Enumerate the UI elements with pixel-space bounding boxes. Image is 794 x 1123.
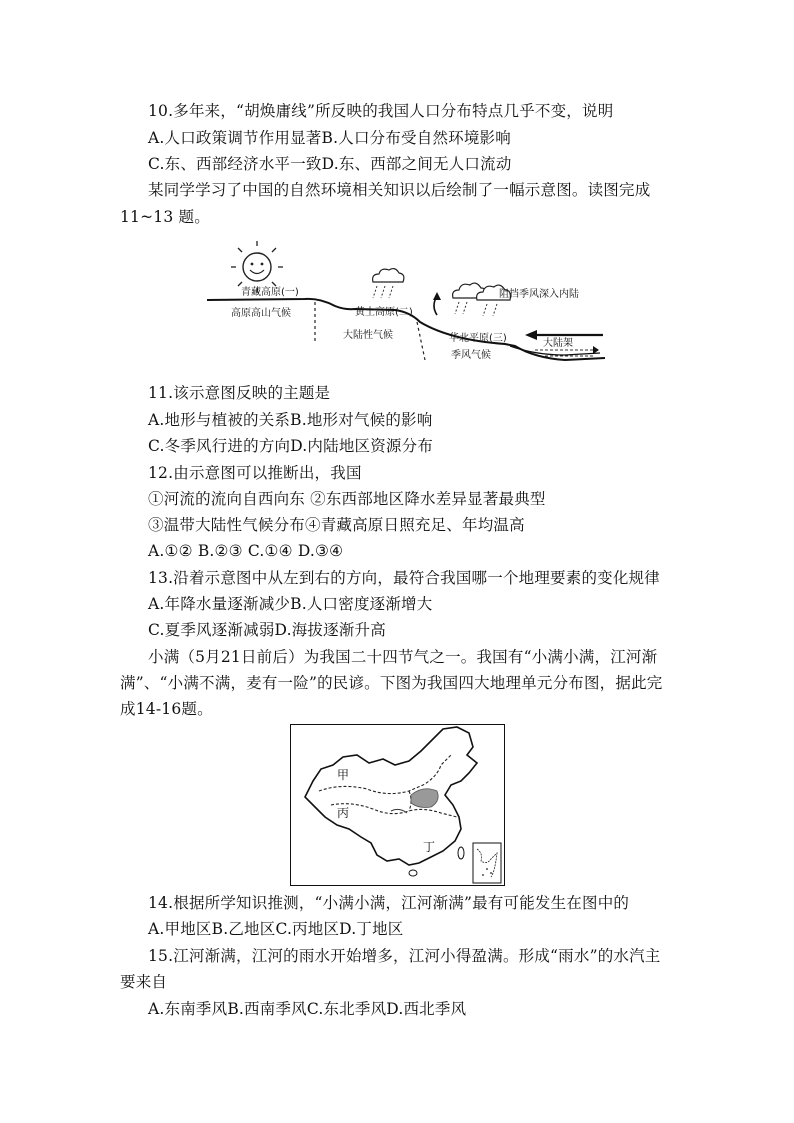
region-bing-label: 丙: [337, 806, 350, 820]
q12-options: A.①② B.②③ C.①④ D.③④: [148, 542, 344, 560]
climate3-label: 季风气候: [451, 350, 491, 361]
land-label: 大陆架: [543, 338, 573, 349]
q15-stem-line2: 要来自: [120, 973, 168, 991]
q15-stem-line1: 15.江河渐满，江河的雨水开始增多，江河小得盈满。形成“雨水”的水汽主: [148, 947, 661, 965]
intro2-line1: 小满（5月21日前后）为我国二十四节气之一。我国有“小满小满，江河渐: [148, 648, 658, 666]
q12-statements-34: ③温带大陆性气候分布④青藏高原日照充足、年均温高: [148, 516, 525, 534]
plain3-label: 华北平原(三): [449, 333, 507, 344]
q14-stem: 14.根据所学知识推测，“小满小满，江河渐满”最有可能发生在图中的: [148, 894, 630, 912]
q13-stem: 13.沿着示意图中从左到右的方向，最符合我国哪一个地理要素的变化规律: [148, 569, 660, 587]
intro1-line1: 某同学学习了中国的自然环境相关知识以后绘制了一幅示意图。读图完成: [148, 181, 651, 199]
sun-icon: [231, 241, 283, 293]
block-note-label: 阻挡季风深入内陆: [499, 289, 579, 300]
climate1-label: 高原高山气候: [231, 308, 291, 319]
terrain-climate-diagram: [205, 240, 610, 375]
q12-statements-12: ①河流的流向自西向东 ②东西部地区降水差异显著最典型: [148, 490, 546, 508]
cloud-icon: [373, 269, 404, 298]
china-regions-map: [290, 724, 505, 886]
china-outline: [305, 727, 477, 865]
plateau1-label: 青藏高原(一): [241, 287, 299, 298]
q10-options-ab: A.人口政策调节作用显著B.人口分布受自然环境影响: [148, 129, 511, 147]
q14-options: A.甲地区B.乙地区C.丙地区D.丁地区: [148, 920, 404, 938]
q10-options-cd: C.东、西部经济水平一致D.东、西部之间无人口流动: [148, 155, 512, 173]
q13-options-cd: C.夏季风逐渐减弱D.海拔逐渐升高: [148, 621, 386, 639]
intro2-line3: 成14-16题。: [120, 700, 213, 718]
plateau2-label: 黄土高原(二): [355, 307, 413, 318]
q11-options-ab: A.地形与植被的关系B.地形对气候的影响: [148, 411, 433, 429]
region-jia-label: 甲: [337, 768, 350, 782]
q10-stem: 10.多年来，“胡焕庸线”所反映的我国人口分布特点几乎不变，说明: [148, 102, 614, 120]
intro2-line2: 满”、“小满不满，麦有一险”的民谚。下图为我国四大地理单元分布图，据此完: [120, 674, 663, 692]
q12-stem: 12.由示意图可以推断出，我国: [148, 464, 362, 482]
intro1-line2: 11~13 题。: [120, 208, 210, 226]
q13-options-ab: A.年降水量逐渐减少B.人口密度逐渐增大: [148, 595, 433, 613]
region-ding-label: 丁: [423, 840, 436, 854]
climate2-label: 大陆性气候: [343, 330, 393, 341]
q15-options: A.东南季风B.西南季风C.东北季风D.西北季风: [148, 1000, 467, 1018]
q11-options-cd: C.冬季风行进的方向D.内陆地区资源分布: [148, 437, 434, 455]
q11-stem: 11.该示意图反映的主题是: [148, 384, 331, 402]
